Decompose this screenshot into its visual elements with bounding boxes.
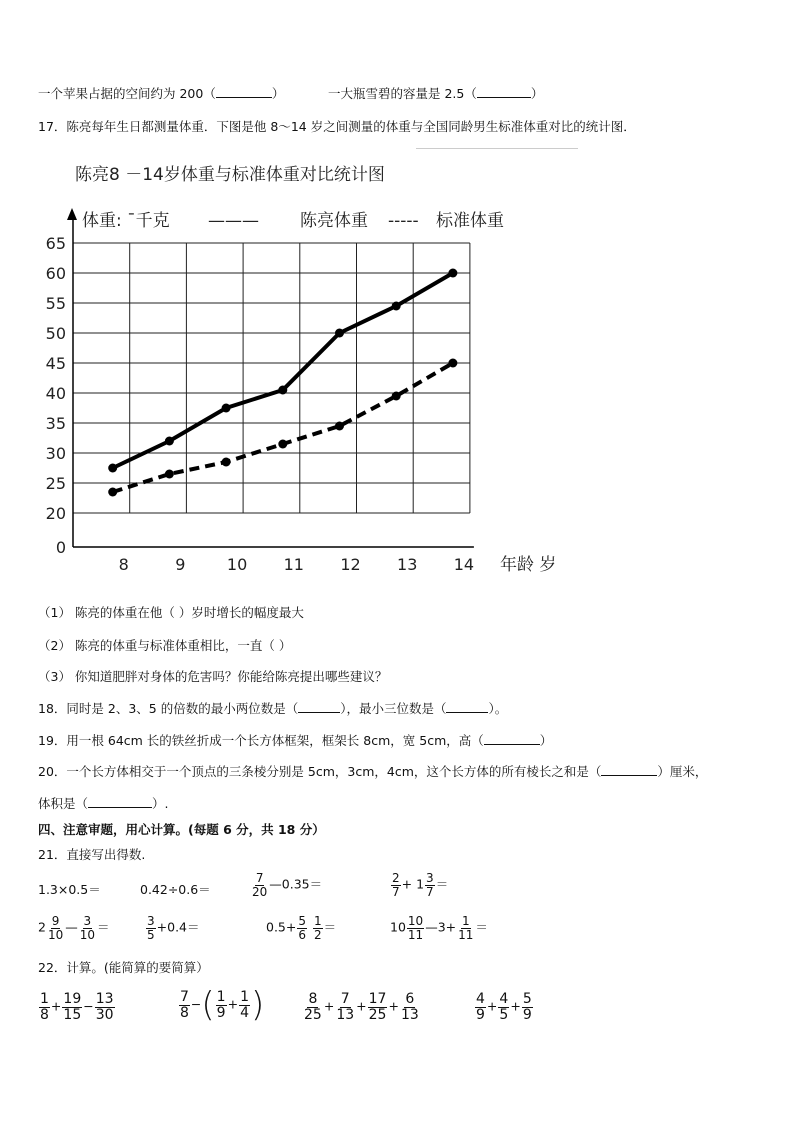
x-tick-label: 10 [226, 555, 248, 574]
chenliang-weight-point [392, 302, 401, 311]
standard-weight-point [108, 488, 117, 497]
q21-expr-5: 2 $\frac{9}{10}$ — $\frac{3}{10}$ ＝ [38, 914, 110, 942]
y-tick-label: 50 [45, 324, 66, 343]
q21-expr-6: $\frac{3}{5}$ +0.4＝ [147, 914, 200, 942]
answer-blank[interactable] [601, 763, 657, 776]
q17-text: 17．陈亮每年生日都测量体重．下图是他 8～14 岁之间测量的体重与全国同龄男生标准体重对比的统计图． [38, 119, 636, 134]
x-axis-label: 年龄 岁 [500, 555, 557, 575]
y-axis-label: 体重: ˉ千克 [82, 211, 170, 231]
q22-expr-c: $\frac{8}{25}$ + $\frac{7}{13}$ + $\frac{17}{25}$ + $\frac{6}{13}$ [304, 991, 419, 1023]
chenliang-weight-point [448, 269, 457, 278]
answer-blank[interactable] [446, 700, 488, 713]
x-tick-label: 8 [118, 555, 129, 574]
y-tick-label: 25 [45, 474, 66, 493]
answer-blank[interactable] [477, 85, 531, 98]
legend-solid-label: 陈亮体重 [300, 211, 368, 231]
apple-volume-question: 一个苹果占据的空间约为 200（ ） [38, 86, 285, 101]
q18-text: 18．同时是 2、3、5 的倍数的最小两位数是（ ），最小三位数是（ ）。 [38, 701, 508, 716]
q21-expr-2: 0.42÷0.6＝ [140, 882, 211, 897]
divider [416, 148, 578, 149]
y-tick-label: 0 [55, 538, 66, 557]
chenliang-weight-point [335, 329, 344, 338]
weight-chart [0, 150, 600, 590]
sprite-capacity-question: 一大瓶雪碧的容量是 2.5（ ） [328, 86, 544, 101]
chenliang-weight-point [278, 386, 287, 395]
q22-expr-b: $\frac{7}{8}$ −( $\frac{1}{9}$ + $\frac{1}{4}$ ) [180, 985, 265, 1025]
chart-ticks [46, 234, 474, 574]
q22-expr-d: $\frac{4}{9}$ + $\frac{4}{5}$ + $\frac{5}{9}$ [476, 991, 532, 1023]
chenliang-weight-point [222, 404, 231, 413]
q21-expr-4: $\frac{2}{7}$ + 1 $\frac{3}{7}$ ＝ [392, 871, 449, 899]
legend-dash-line: ----- [388, 211, 419, 231]
standard-weight-point [278, 440, 287, 449]
y-tick-label: 55 [45, 294, 66, 313]
q22-expr-a: $\frac{1}{8}$ + $\frac{19}{15}$ − $\frac{13}{30}$ [40, 991, 114, 1023]
y-tick-label: 60 [45, 264, 66, 283]
chenliang-weight-point [165, 437, 174, 446]
chenliang-weight-point [108, 464, 117, 473]
standard-weight-point [222, 458, 231, 467]
y-tick-label: 30 [45, 444, 66, 463]
y-tick-label: 40 [45, 384, 66, 403]
answer-blank[interactable] [298, 700, 340, 713]
q17-sub2: （2） 陈亮的体重与标准体重相比，一直（ ） [38, 638, 292, 653]
answer-blank[interactable] [216, 85, 272, 98]
x-tick-label: 13 [397, 555, 418, 574]
x-tick-label: 12 [340, 555, 361, 574]
y-tick-label: 65 [45, 234, 66, 253]
section4-heading: 四、注意审题，用心计算。(每题 6 分，共 18 分） [38, 822, 325, 837]
q21-expr-7: 0.5+ $\frac{5}{6}$ $\frac{1}{2}$ ＝ [266, 914, 337, 942]
q21-expr-8: 10 $\frac{10}{11}$ —3+ $\frac{1}{11}$ ＝ [390, 914, 488, 942]
q19-text: 19．用一根 64cm 长的铁丝折成一个长方体框架，框架长 8cm，宽 5cm，高（ ） [38, 733, 553, 748]
q22-title: 22．计算。(能简算的要简算） [38, 960, 209, 975]
q20-text: 20．一个长方体相交于一个顶点的三条棱分别是 5cm，3cm，4cm，这个长方体的所有棱长之和是（ ）厘米， [38, 764, 708, 779]
q21-expr-1: 1.3×0.5＝ [38, 882, 101, 897]
x-tick-label: 9 [175, 555, 186, 574]
x-tick-label: 14 [453, 555, 475, 574]
chenliang-weight-line [113, 273, 453, 468]
standard-weight-point [392, 392, 401, 401]
legend-solid-line: ——— [208, 211, 259, 231]
standard-weight-point [448, 359, 457, 368]
standard-weight-line [113, 363, 453, 492]
y-tick-label: 35 [45, 414, 66, 433]
answer-blank[interactable] [88, 795, 152, 808]
q17-sub1: （1） 陈亮的体重在他（ ）岁时增长的幅度最大 [38, 605, 304, 620]
y-tick-label: 45 [45, 354, 66, 373]
legend-dash-label: 标准体重 [436, 211, 504, 231]
q21-title: 21．直接写出得数. [38, 847, 146, 862]
y-axis-arrow-icon [67, 208, 77, 220]
q17-sub3: （3） 你知道肥胖对身体的危害吗？你能给陈亮提出哪些建议？ [38, 669, 388, 684]
q20-text-2: 体积是（ ）. [38, 796, 169, 811]
standard-weight-point [335, 422, 344, 431]
q21-expr-3: $\frac{7}{20}$ —0.35＝ [252, 871, 323, 899]
chart-title: 陈亮8 －14岁体重与标准体重对比统计图 [75, 165, 385, 185]
x-tick-label: 11 [283, 555, 304, 574]
standard-weight-point [165, 470, 174, 479]
answer-blank[interactable] [484, 732, 540, 745]
y-tick-label: 20 [45, 504, 66, 523]
